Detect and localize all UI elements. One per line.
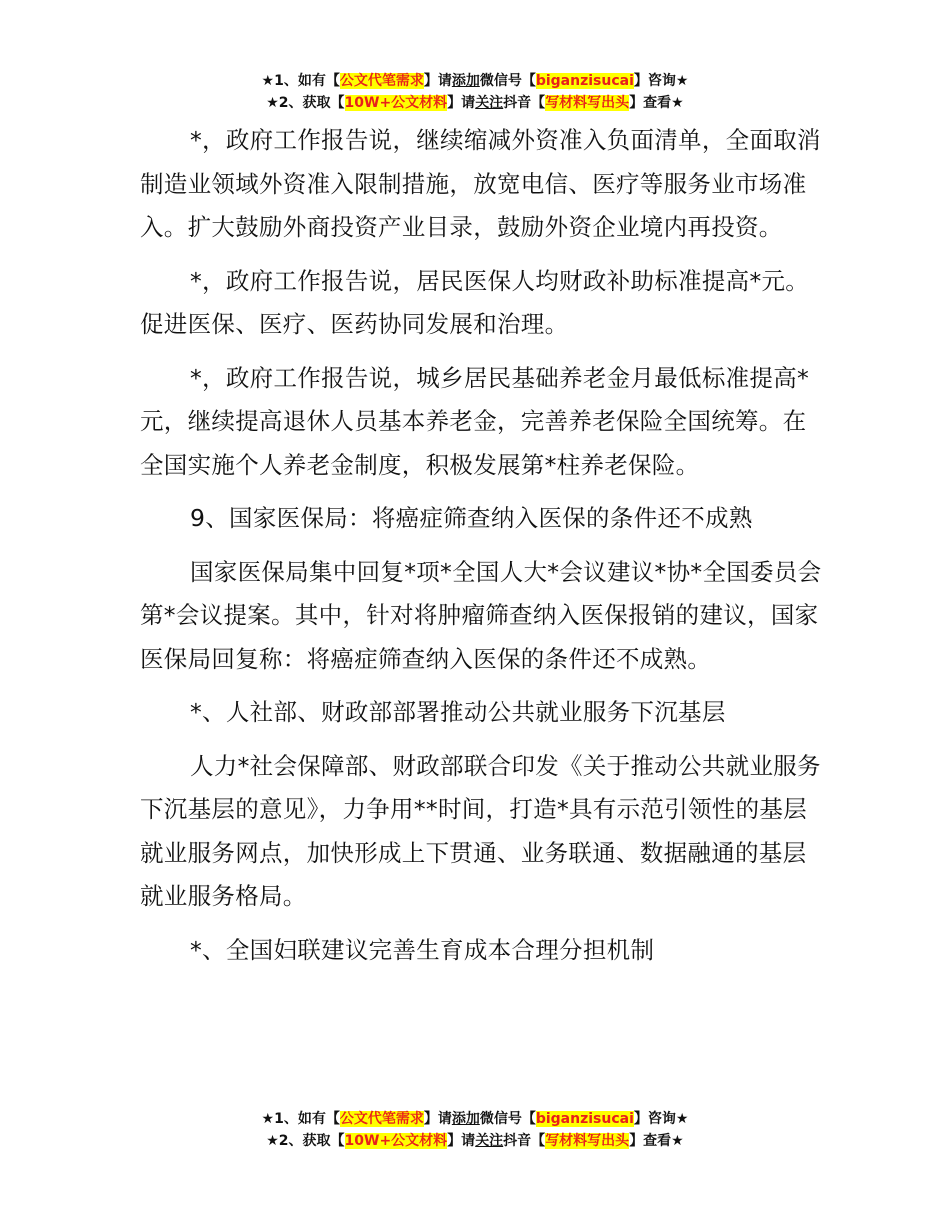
paragraph: *，政府工作报告说，城乡居民基础养老金月最低标准提高*元，继续提高退休人员基本养老金，完善养老保险全国统筹。在全国实施个人养老金制度，积极发展第*柱养老保险。 <box>140 363 810 479</box>
banner-highlight: biganzisucai <box>535 1111 634 1127</box>
section-heading: *、人社部、财政部部署推动公共就业服务下沉基层 <box>190 698 726 726</box>
banner-underline: 添加 <box>451 1111 480 1127</box>
banner-underline: 关注 <box>475 1133 504 1149</box>
document-body <box>140 119 822 982</box>
banner-underline: 关注 <box>475 95 504 111</box>
banner-text: 微信号【 <box>479 73 536 89</box>
banner-underline: 添加 <box>451 73 480 89</box>
banner-highlight: 写材料写出头 <box>545 95 630 111</box>
section-heading: *、全国妇联建议完善生育成本合理分担机制 <box>190 935 655 964</box>
paragraph: 国家医保局集中回复*项*全国人大*会议建议*协*全国委员会第*会议提案。其中，针对将肿瘤筛查纳入医保报销的建议，国家医保局回复称：将癌症筛查纳入医保的条件还不成熟。 <box>140 557 822 673</box>
banner-text: 微信号【 <box>479 1111 536 1127</box>
paragraph: 人力*社会保障部、财政部联合印发《关于推动公共就业服务下沉基层的意见》，力争用**时间，打造*具有示范引领性的基层就业服务网点，加快形成上下贯通、业务联通、数据融通的基层就业服务格局。 <box>140 751 821 910</box>
banner-text: 抖音【 <box>503 95 546 111</box>
banner-text: ★1、如有【 <box>261 73 340 89</box>
banner-highlight: 10W+公文材料 <box>344 1133 448 1149</box>
banner-text: 抖音【 <box>503 1133 546 1149</box>
banner-text: 】请 <box>447 1133 476 1149</box>
banner-highlight: 公文代笔需求 <box>339 73 424 89</box>
banner-text: ★2、获取【 <box>266 95 345 111</box>
paragraph: *，政府工作报告说，居民医保人均财政补助标准提高*元。促进医保、医疗、医药协同发展和治理。 <box>140 266 810 338</box>
banner-line-1 <box>0 1108 950 1130</box>
banner-highlight: 10W+公文材料 <box>344 95 448 111</box>
banner-highlight: biganzisucai <box>535 73 634 89</box>
banner-text: 】请 <box>423 1111 452 1127</box>
banner-text: 】咨询★ <box>633 1111 689 1127</box>
paragraph: *，政府工作报告说，继续缩减外资准入负面清单，全面取消制造业领域外资准入限制措施，放宽电信、医疗等服务业市场准入。扩大鼓励外商投资产业目录，鼓励外资企业境内再投资。 <box>140 126 821 241</box>
banner-text: 】请 <box>447 95 476 111</box>
banner-highlight: 公文代笔需求 <box>339 1111 424 1127</box>
banner-text: ★2、获取【 <box>266 1133 345 1149</box>
banner-text: 】咨询★ <box>633 73 689 89</box>
banner-highlight: 写材料写出头 <box>545 1133 630 1149</box>
banner-line-2 <box>0 1130 950 1152</box>
banner-text: ★1、如有【 <box>261 1111 340 1127</box>
header-banner <box>0 70 950 114</box>
banner-line-2 <box>0 92 950 114</box>
banner-line-1 <box>0 70 950 92</box>
banner-text: 】查看★ <box>629 1133 684 1149</box>
footer-banner <box>0 1108 950 1152</box>
section-heading: 9、国家医保局：将癌症筛查纳入医保的条件还不成熟 <box>190 504 753 532</box>
banner-text: 】查看★ <box>629 95 684 111</box>
banner-text: 】请 <box>423 73 452 89</box>
